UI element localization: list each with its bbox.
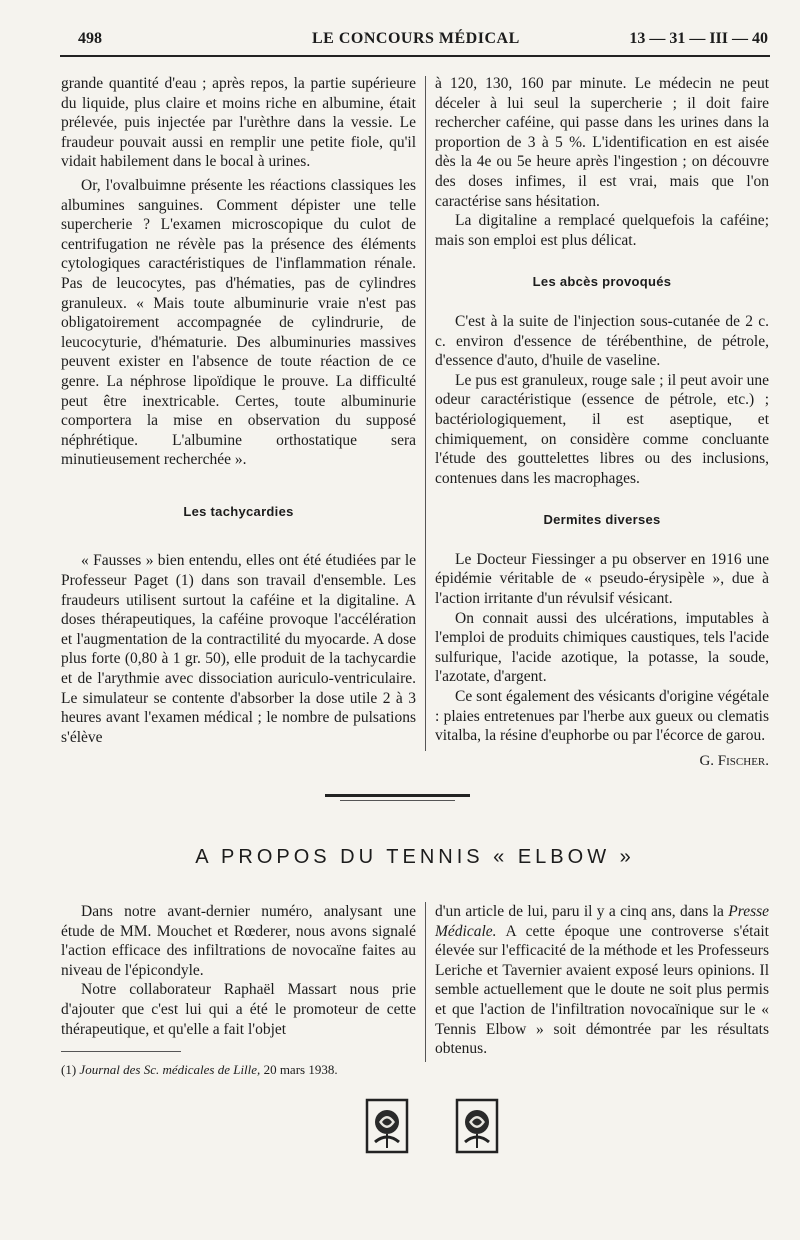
section-separator-thin <box>340 800 455 801</box>
rose-ornament-icon <box>365 1098 409 1154</box>
page-header <box>60 30 768 54</box>
rose-ornament-icon <box>455 1098 499 1154</box>
paragraph: On connait aussi des ulcérations, imputables à l'emploi de produits chimiques caustiques, tels l'acide sulfurique, l'acide azotique, la potasse, la soude, l'azotate, d'argent. <box>435 609 769 686</box>
section-separator <box>325 794 470 797</box>
footnote-rule <box>61 1051 181 1052</box>
footnote: (1) Journal des Sc. médicales de Lille, 20 mars 1938. <box>61 1062 338 1078</box>
paragraph: d'un article de lui, paru il y a cinq ans, dans la Presse Médicale. A cette époque une controverse s'était élevée sur l'efficacité de la méthode et les Professeurs Leriche et Tavernier avaient exposé leurs opinions. Il semble actuellement que le doute ne soit plus permis et que l'action de l'infiltration novocaïnique sur le « Tennis Elbow » soit démontrée par les résultats obtenus. <box>435 903 770 1058</box>
issue-number: 13 — 31 — III — 40 <box>629 30 768 47</box>
paragraph: Le Docteur Fiessinger a pu observer en 1916 une épidémie véritable de « pseudo-érysipèle », due à l'action irritante d'un révulsif vésicant. <box>435 550 769 608</box>
paragraph: La digitaline a remplacé quelquefois la caféine; mais son emploi est plus délicat. <box>435 212 769 249</box>
header-rule <box>60 55 770 57</box>
paragraph: Dans notre avant-dernier numéro, analysant une étude de MM. Mouchet et Rœderer, nous avons signalé l'action efficace des infiltrations de novocaïne faites au niveau de l'épicondyle. <box>61 903 416 979</box>
paragraph: Or, l'ovalbuimne présente les réactions classiques les albumines sanguines. Comment dépister une telle supercherie ? L'examen microscopique du culot de centrifugation ne révèle pas la présence des éléments cytologiques caractéristiques de l'inflammation rénale. Pas de leucocytes, pas d'hématies, pas de cylindres granuleux. « Mais toute albuminurie vraie n'est pas obligatoirement accompagnée de cylindrurie, de leucocyturie, d'hématurie. Des albuminuries massives peuvent exister en l'absence de toute réaction de ce genre. La néphrose lipoïdique le prouve. La difficulté peut être inextricable. Certes, toute albuminurie comportera la mise en observation du supposé néphrétique. L'albumine orthostatique sera minutieusement recherchée ». <box>61 176 416 469</box>
ornaments <box>365 1098 515 1154</box>
journal-reference: Presse Médicale. <box>435 903 770 940</box>
right-column <box>435 74 769 771</box>
column-divider <box>425 76 426 751</box>
section-title-tachycardies: Les tachycardies <box>183 503 294 519</box>
journal-title: LE CONCOURS MÉDICAL <box>312 30 520 47</box>
paragraph: C'est à la suite de l'injection sous-cutanée de 2 c. c. environ d'essence de térébenthine, de pétrole, d'essence d'auto, d'huile de vaseline. <box>435 312 769 370</box>
left-column <box>61 74 416 747</box>
article-left-column <box>61 902 416 1078</box>
section-title-dermites: Dermites diverses <box>543 512 661 528</box>
column-divider <box>425 902 426 1062</box>
paragraph: Notre collaborateur Raphaël Massart nous prie d'ajouter que c'est lui qui a été le promoteur de cette thérapeutique, et qu'elle a fait l'objet <box>61 981 416 1038</box>
paragraph: Ce sont également des vésicants d'origine végétale : plaies entretenues par l'herbe aux gueux ou clematis vitalba, la résine d'euphorbe ou par l'écorce de garou. <box>435 688 769 745</box>
section-title-abces: Les abcès provoqués <box>532 274 672 290</box>
signature: G. Fischer. <box>699 752 769 769</box>
paragraph: à 120, 130, 160 par minute. Le médecin ne peut déceler à lui seul la supercherie ; il doit faire rechercher caféine, qui passe dans les urines dans la proportion de 3 à 5 %. L'identification en est aisée dès la 4e ou 5e heure après l'ingestion ; on découvre des doses infimes, il est vrai, mais que l'on caractérise sans hésitation. <box>435 75 769 210</box>
paragraph: grande quantité d'eau ; après repos, la partie supérieure du liquide, plus claire et moins riche en albumine, était prélevée, puis injectée par l'urèthre dans la vessie. Le fraudeur pouvait aussi en remplir une petite fiole, qu'il vidait habilement dans le bocal à urines. <box>61 75 416 171</box>
paragraph: Le pus est granuleux, rouge sale ; il peut avoir une odeur caractéristique (essence de pétrole, etc.) ; bactériologiquement, il est aseptique, et chimiquement, on considère comme concluante l'étude des gouttelettes libres ou des inclusions, contenues dans les macrophages. <box>435 371 769 487</box>
article-right-column <box>435 902 769 1059</box>
paragraph: « Fausses » bien entendu, elles ont été étudiées par le Professeur Paget (1) dans son travail d'ensemble. Les fraudeurs utilisent surtout la caféine et la digitaline. A doses thérapeutiques, la caféine provoque l'accélération et l'augmentation de la contractilité du myocarde. A dose plus forte (0,80 à 1 gr. 50), elle produit de la tachycardie et de l'arythmie avec dissociation auriculo-ventriculaire. Le simulateur se contente d'absorber la dose utile 2 à 3 heures avant l'examen médical ; le nombre de pulsations s'élève <box>61 552 416 746</box>
article-title: A PROPOS DU TENNIS « ELBOW » <box>195 846 635 868</box>
page-number: 498 <box>78 30 102 47</box>
